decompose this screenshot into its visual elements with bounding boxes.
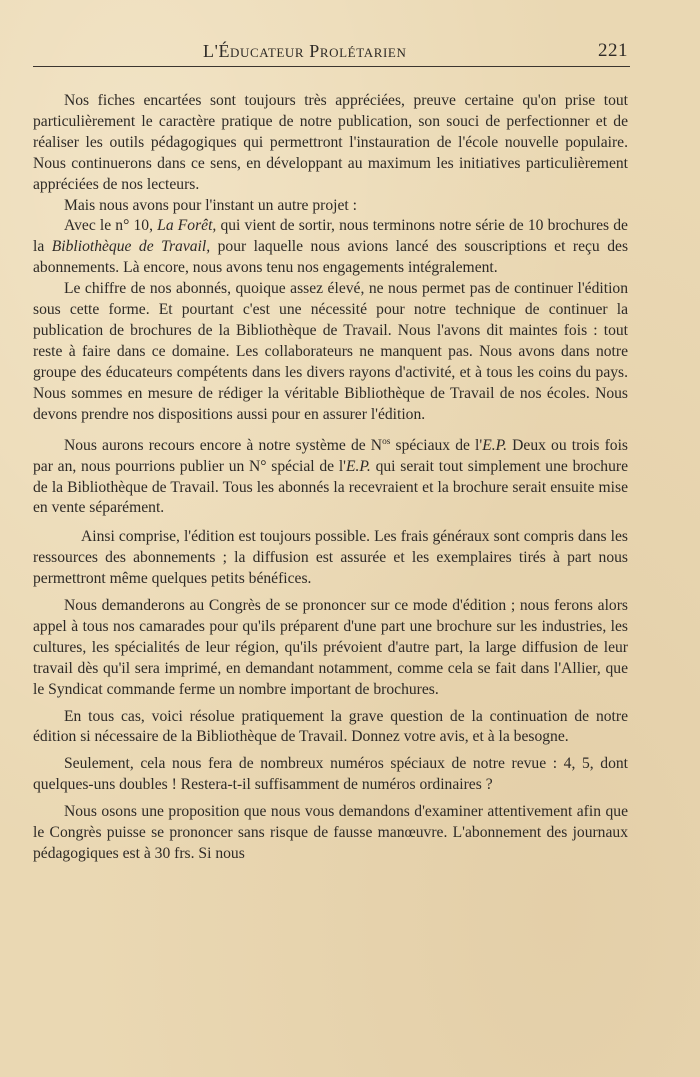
text-run: Ainsi comprise, l'édition est toujours possible. Les frais généraux sont compris dans les ressources des abonnements ; la diffusion est assurée et les exemplaires tirés à part nous permettront même quelques petits bénéfices. — [33, 528, 628, 588]
italic-text: E.P. — [345, 457, 371, 475]
paragraph — [33, 527, 628, 590]
article-body — [33, 91, 628, 865]
page-number: 221 — [598, 40, 628, 61]
text-run: Mais nous avons pour l'instant un autre projet : — [64, 196, 357, 214]
text-run: Le chiffre de nos abonnés, quoique assez élevé, ne nous permet pas de continuer l'édition sous cette forme. Et pourtant c'est une nécessité pour notre technique de continuer la publication de brochures de la Bibliothèque de Travail. Nous l'avons dit maintes fois : tout reste à faire dans ce domaine. Les collaborateurs ne manquent pas. Nous avons dans notre groupe des éducateurs compétents dans les divers rayons d'activité, et à tous les coins du pays. Nous sommes en mesure de rédiger la véritable Bibliothèque de Travail de nos écoles. Nous devons prendre nos dispositions aussi pour en assurer l'édition. — [33, 280, 628, 423]
paragraph — [33, 802, 628, 865]
running-title: L'Éducateur Prolétarien — [203, 41, 407, 61]
paragraph — [33, 754, 628, 796]
text-run: Nous aurons recours encore à notre système de N — [64, 436, 383, 454]
text-run: Seulement, cela nous fera de nombreux numéros spéciaux de notre revue : 4, 5, dont quelques-uns doubles ! Restera-t-il suffisamment de numéros ordinaires ? — [33, 755, 628, 794]
text-run: pour laquelle nous avions lancé des souscriptions et reçu des abonnements. Là encore, nous avons tenu nos engagements intégralement. — [33, 238, 629, 277]
text-run: qui serait tout simplement une brochure de la Bibliothèque de Travail. Tous les abonnés la recevraient et la brochure serait ensuite mise en vente séparément. — [33, 457, 628, 517]
paragraph — [33, 279, 628, 425]
page-header — [33, 40, 630, 67]
text-run: Avec le n° 10, — [64, 217, 158, 235]
italic-text: La Forêt, — [157, 217, 217, 235]
text-run: Deux ou trois fois par an, nous pourrions publier un N° spécial de l' — [33, 436, 628, 475]
text-run: Nos fiches encartées sont toujours très appréciées, preuve certaine qu'on prise tout particulièrement le caractère pratique de notre publication, son souci de perfectionner et de réaliser les outils pédagogiques qui permettront l'instauration de l'école nouvelle populaire. Nous continuerons dans ce sens, en développant au maximum les initiatives particulièrement appréciées de nos lecteurs. — [33, 92, 628, 193]
italic-text: E.P. — [482, 436, 508, 454]
italic-text: Bibliothèque de Travail, — [51, 238, 211, 256]
paragraph — [33, 596, 628, 701]
superscript-text: os — [382, 436, 391, 447]
paragraph — [33, 216, 628, 279]
paragraph — [33, 91, 628, 196]
paragraph — [33, 196, 628, 217]
text-run: Nous demanderons au Congrès de se prononcer sur ce mode d'édition ; nous ferons alors appel à tous nos camarades pour qu'ils préparent d'une part une brochure sur les industries, les cultures, les spécialités de leur région, qu'ils prévoient d'autre part, la large diffusion de leur travail dès qu'il sera imprimé, en demandant notamment, comme cela se fait dans l'Allier, que le Syndicat commande ferme un nombre important de brochures. — [33, 597, 628, 698]
text-run: spéciaux de l' — [390, 436, 483, 454]
paragraph — [33, 707, 628, 749]
text-run: En tous cas, voici résolue pratiquement la grave question de la continuation de notre édition si nécessaire de la Bibliothèque de Travail. Donnez votre avis, et à la besogne. — [33, 707, 628, 746]
text-run: Nous osons une proposition que nous vous demandons d'examiner attentivement afin que le Congrès puisse se prononcer sans risque de fausse manœuvre. L'abonnement des journaux pédagogiques est à 30 frs. Si nous — [33, 803, 628, 862]
text-run: qui vient de sortir, nous terminons notre série de 10 brochures de la — [33, 217, 628, 256]
paragraph — [33, 432, 628, 520]
